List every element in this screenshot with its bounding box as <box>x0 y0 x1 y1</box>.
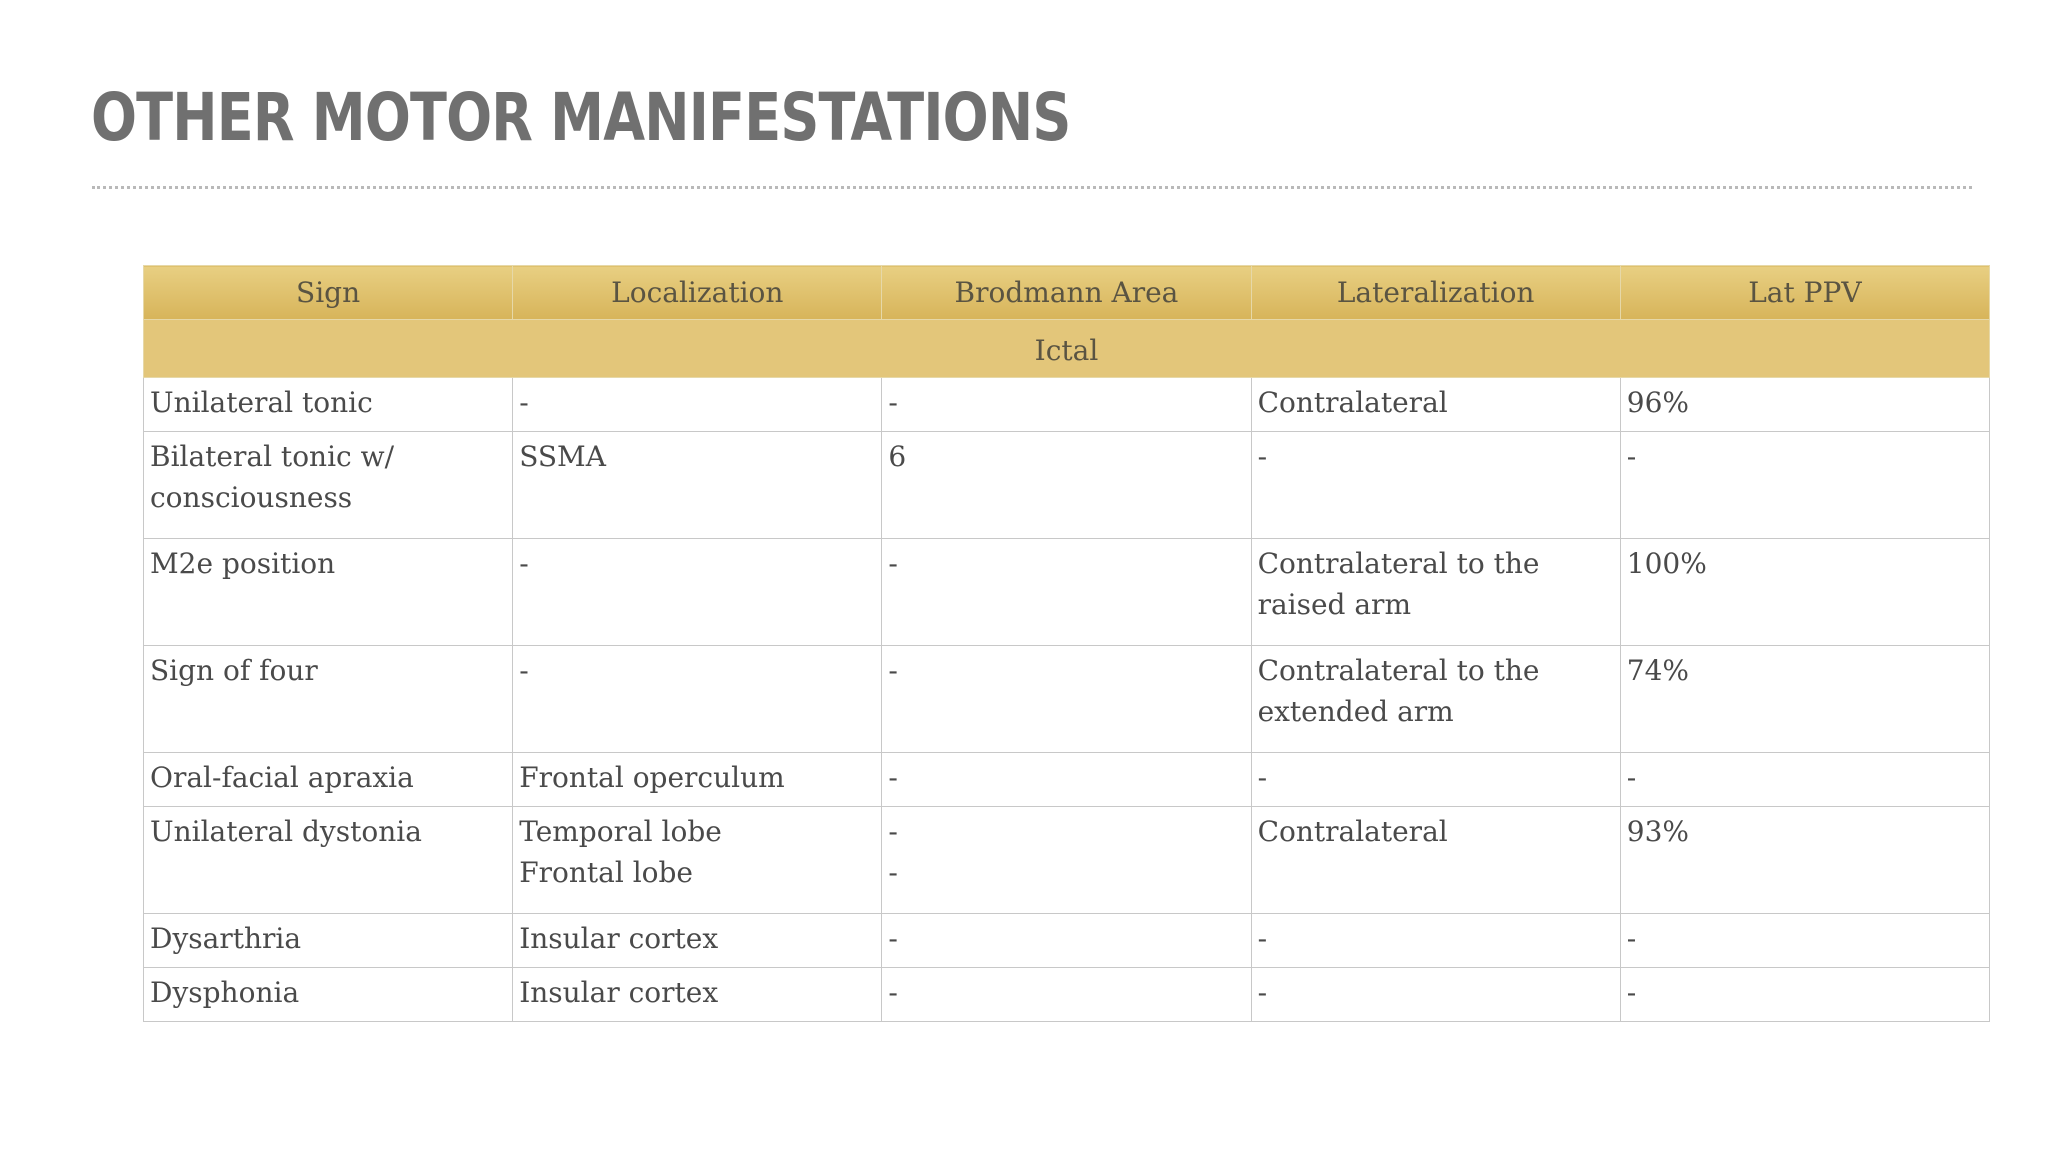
cell-brodmann-line: 6 <box>888 440 907 473</box>
cell-lateralization: Contralateral to the extended arm <box>1251 646 1620 753</box>
cell-brodmann <box>882 646 1251 753</box>
cell-brodmann-line: - <box>888 654 898 687</box>
cell-brodmann <box>882 807 1251 914</box>
cell-brodmann <box>882 378 1251 432</box>
table-row <box>144 807 1990 914</box>
cell-brodmann-line: - <box>888 761 898 794</box>
cell-localization <box>513 646 882 753</box>
cell-brodmann-line: - <box>888 922 898 955</box>
cell-localization <box>513 539 882 646</box>
section-row-ictal <box>144 320 1990 378</box>
cell-ppv: 74% <box>1620 646 1989 753</box>
cell-ppv: - <box>1620 914 1989 968</box>
cell-lateralization: Contralateral to the raised arm <box>1251 539 1620 646</box>
cell-lateralization: - <box>1251 968 1620 1022</box>
cell-sign: Bilateral tonic w/ consciousness <box>144 432 513 539</box>
cell-localization <box>513 378 882 432</box>
cell-brodmann-line: - <box>888 815 898 848</box>
cell-localization-line: - <box>519 654 529 687</box>
cell-brodmann <box>882 753 1251 807</box>
cell-ppv: - <box>1620 753 1989 807</box>
table-row <box>144 646 1990 753</box>
table-row <box>144 914 1990 968</box>
cell-lateralization: - <box>1251 432 1620 539</box>
cell-localization-line: Insular cortex <box>519 922 719 955</box>
cell-sign: Unilateral dystonia <box>144 807 513 914</box>
cell-sign: Oral-facial apraxia <box>144 753 513 807</box>
cell-ppv: 96% <box>1620 378 1989 432</box>
cell-brodmann-line: - <box>888 856 898 889</box>
cell-ppv: 93% <box>1620 807 1989 914</box>
cell-localization <box>513 807 882 914</box>
table-row <box>144 432 1990 539</box>
cell-localization <box>513 914 882 968</box>
cell-brodmann <box>882 914 1251 968</box>
cell-ppv: - <box>1620 968 1989 1022</box>
cell-localization-line: Insular cortex <box>519 976 719 1009</box>
cell-lateralization: Contralateral <box>1251 378 1620 432</box>
header-sign: Sign <box>144 266 513 320</box>
cell-localization <box>513 753 882 807</box>
cell-sign: Unilateral tonic <box>144 378 513 432</box>
header-localization: Localization <box>513 266 882 320</box>
table-row <box>144 968 1990 1022</box>
cell-localization <box>513 432 882 539</box>
cell-localization-line: SSMA <box>519 440 606 473</box>
cell-sign: Dysarthria <box>144 914 513 968</box>
header-lateralization: Lateralization <box>1251 266 1620 320</box>
header-lat-ppv: Lat PPV <box>1620 266 1989 320</box>
table-row <box>144 539 1990 646</box>
cell-lateralization: - <box>1251 753 1620 807</box>
cell-sign: Sign of four <box>144 646 513 753</box>
cell-ppv: - <box>1620 432 1989 539</box>
cell-localization <box>513 968 882 1022</box>
cell-brodmann-line: - <box>888 547 898 580</box>
cell-localization-line: Temporal lobe <box>519 815 722 848</box>
slide-title: OTHER MOTOR MANIFESTATIONS <box>91 79 1071 156</box>
cell-localization-line: - <box>519 547 529 580</box>
cell-sign: Dysphonia <box>144 968 513 1022</box>
table-row <box>144 753 1990 807</box>
cell-sign: M2e position <box>144 539 513 646</box>
section-label: Ictal <box>144 320 1990 378</box>
cell-brodmann <box>882 539 1251 646</box>
table-row <box>144 378 1990 432</box>
cell-lateralization: Contralateral <box>1251 807 1620 914</box>
cell-brodmann <box>882 968 1251 1022</box>
motor-manifestations-table <box>143 265 1990 1022</box>
cell-localization-line: Frontal lobe <box>519 856 693 889</box>
cell-brodmann-line: - <box>888 976 898 1009</box>
cell-brodmann-line: - <box>888 386 898 419</box>
title-divider <box>92 186 1972 189</box>
header-brodmann-area: Brodmann Area <box>882 266 1251 320</box>
cell-brodmann <box>882 432 1251 539</box>
cell-ppv: 100% <box>1620 539 1989 646</box>
cell-localization-line: Frontal operculum <box>519 761 785 794</box>
cell-lateralization: - <box>1251 914 1620 968</box>
cell-localization-line: - <box>519 386 529 419</box>
table-header-row <box>144 266 1990 320</box>
